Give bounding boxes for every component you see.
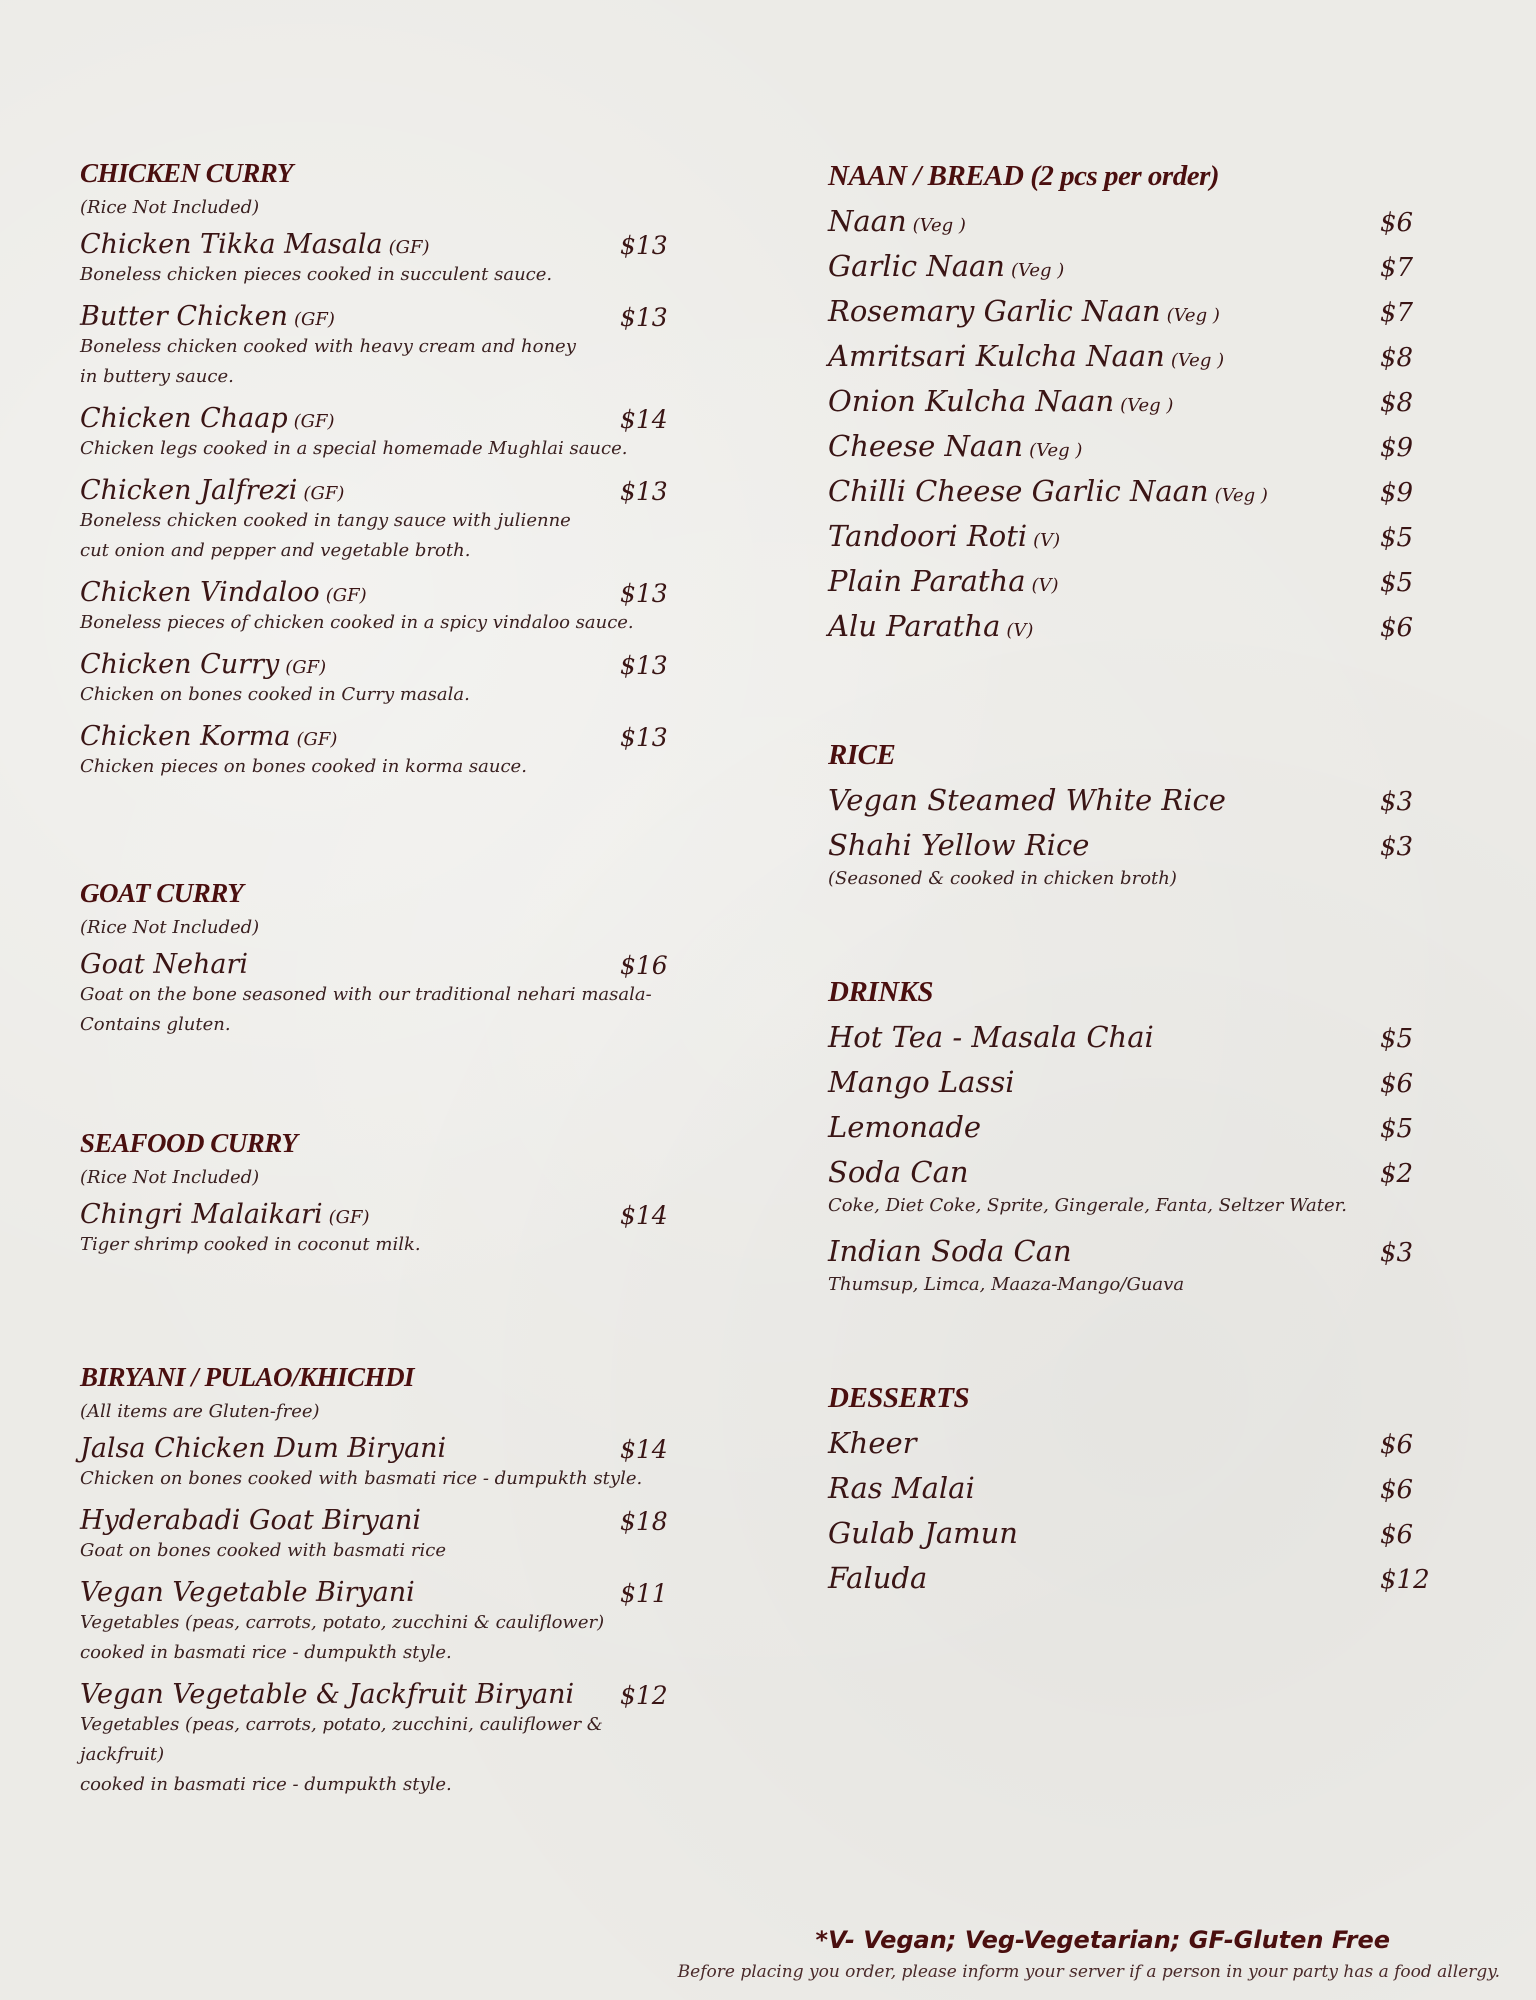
- item-price: $13: [620, 651, 668, 680]
- item-description: Coke, Diet Coke, Sprite, Gingerale, Fanta, Seltzer Water.: [828, 1195, 1347, 1216]
- item-name: Garlic Naan: [828, 249, 1005, 283]
- item-name: Onion Kulcha Naan: [828, 384, 1115, 418]
- item-description: Chicken legs cooked in a special homemade Mughlai sauce.: [80, 438, 628, 459]
- item-name: Chicken Curry: [80, 649, 280, 680]
- item-name: Jalsa Chicken Dum Biryani: [80, 1433, 447, 1464]
- menu-item: [80, 1500, 690, 1566]
- menu-item: [80, 224, 690, 290]
- item-price: $18: [620, 1507, 668, 1536]
- item-price: $6: [1380, 208, 1414, 238]
- menu-item: [828, 1144, 1468, 1223]
- item-price: $12: [1380, 1565, 1430, 1595]
- menu-item: [80, 296, 690, 392]
- section-title: DESSERTS: [828, 1382, 970, 1414]
- item-price: $6: [1380, 1069, 1414, 1099]
- menu-section: [828, 160, 1468, 643]
- menu-item: [80, 1572, 690, 1668]
- dietary-tag: (Veg ): [1166, 305, 1220, 326]
- item-name: Tandoori Roti: [828, 519, 1028, 553]
- item-price: $7: [1380, 298, 1414, 328]
- item-name: Rosemary Garlic Naan: [828, 294, 1161, 328]
- menu-item: [828, 1223, 1468, 1302]
- item-price: $5: [1380, 523, 1414, 553]
- menu-section: [828, 739, 1468, 896]
- item-name: Ras Malai: [828, 1471, 975, 1505]
- item-name: Vegan Steamed White Rice: [828, 783, 1226, 817]
- dietary-tag: (V): [1033, 530, 1061, 551]
- dietary-tag: (Veg ): [912, 215, 966, 236]
- menu-section: [80, 878, 690, 1040]
- item-name: Vegan Vegetable & Jackfruit Biryani: [80, 1679, 575, 1710]
- item-price: $6: [1380, 1520, 1414, 1550]
- item-name: Chingri Malaikari: [80, 1199, 323, 1230]
- item-price: $13: [620, 477, 668, 506]
- item-price: $5: [1380, 1024, 1414, 1054]
- menu-item: [80, 716, 690, 782]
- item-name: Chicken Tikka Masala: [80, 229, 383, 260]
- menu-item: [828, 1054, 1468, 1099]
- section-note: (Rice Not Included): [80, 917, 260, 938]
- menu-item: [828, 1415, 1468, 1460]
- item-description: Thumsup, Limca, Maaza-Mango/Guava: [828, 1274, 1185, 1295]
- item-name: Indian Soda Can: [828, 1234, 1072, 1268]
- item-name: Chicken Chaap: [80, 403, 288, 434]
- item-description: Chicken on bones cooked in Curry masala.: [80, 684, 470, 705]
- section-title: BIRYANI / PULAO/KHICHDI: [80, 1362, 415, 1392]
- dietary-tag: (Veg ): [1010, 260, 1065, 281]
- item-description: Boneless pieces of chicken cooked in a spicy vindaloo sauce.: [80, 612, 634, 633]
- item-description: (Seasoned & cooked in chicken broth): [828, 868, 1177, 889]
- item-price: $11: [620, 1579, 668, 1608]
- item-description: Vegetables (peas, carrots, potato, zucchini & cauliflower): [80, 1612, 605, 1633]
- menu-section: [80, 1362, 690, 1800]
- item-name: Butter Chicken: [80, 301, 288, 332]
- item-name: Chicken Korma: [80, 721, 291, 752]
- item-description: Chicken pieces on bones cooked in korma sauce.: [80, 756, 527, 777]
- menu-item: [828, 1505, 1468, 1550]
- menu-item: [828, 817, 1468, 896]
- menu-item: [828, 1460, 1468, 1505]
- item-description: Goat on the bone seasoned with our traditional nehari masala-: [80, 984, 652, 1005]
- item-description: Boneless chicken pieces cooked in succulent sauce.: [80, 264, 553, 285]
- menu-item: [80, 944, 690, 1040]
- menu-item: [828, 193, 1468, 238]
- dietary-tag: (Veg ): [1029, 440, 1083, 461]
- item-price: $16: [620, 951, 668, 980]
- item-name: Vegan Vegetable Biryani: [80, 1577, 415, 1608]
- item-description: Boneless chicken cooked with heavy cream and honey: [80, 336, 576, 357]
- dietary-tag: (V): [1031, 575, 1059, 596]
- menu-item: [80, 1194, 690, 1260]
- menu-item: [80, 398, 690, 464]
- menu-item: [80, 470, 690, 566]
- item-name: Shahi Yellow Rice: [828, 828, 1090, 862]
- menu-section: [80, 158, 690, 782]
- section-note: (Rice Not Included): [80, 1167, 260, 1188]
- section-title: CHICKEN CURRY: [80, 158, 293, 188]
- section-title: NAAN / BREAD (2 pcs per order): [828, 160, 1220, 192]
- item-description: Boneless chicken cooked in tangy sauce with julienne: [80, 510, 571, 531]
- item-price: $7: [1380, 253, 1414, 283]
- dietary-tag: (Veg ): [1120, 395, 1174, 416]
- menu-item: [80, 1428, 690, 1494]
- dietary-tag: (GF): [296, 729, 338, 750]
- section-title: GOAT CURRY: [80, 878, 244, 908]
- item-price: $5: [1380, 568, 1414, 598]
- left-column: [80, 158, 690, 1800]
- dietary-tag: (GF): [325, 585, 367, 606]
- dietary-tag: (GF): [293, 309, 335, 330]
- item-name: Gulab Jamun: [828, 1516, 1018, 1550]
- item-description: Goat on bones cooked with basmati rice: [80, 1540, 446, 1561]
- allergy-notice: Before placing you order, please inform your server if a person in your party has a food allergy.: [677, 1962, 1500, 1982]
- section-title: RICE: [828, 739, 896, 771]
- item-description: Chicken on bones cooked with basmati rice - dumpukth style.: [80, 1468, 643, 1489]
- menu-item: [80, 644, 690, 710]
- menu-item: [828, 1550, 1468, 1595]
- item-name: Amritsari Kulcha Naan: [828, 339, 1165, 373]
- item-price: $13: [620, 579, 668, 608]
- footer: [678, 1926, 1500, 1982]
- item-name: Chilli Cheese Garlic Naan: [828, 474, 1209, 508]
- item-price: $9: [1380, 433, 1414, 463]
- right-column: [828, 160, 1468, 1595]
- item-name: Alu Paratha: [828, 609, 1001, 643]
- item-name: Faluda: [828, 1561, 928, 1595]
- item-price: $3: [1380, 787, 1414, 817]
- dietary-tag: (GF): [328, 1207, 370, 1228]
- item-price: $6: [1380, 613, 1414, 643]
- item-price: $3: [1380, 832, 1414, 862]
- menu-item: [828, 598, 1468, 643]
- item-price: $2: [1380, 1159, 1414, 1189]
- dietary-tag: (GF): [303, 483, 345, 504]
- item-price: $13: [620, 723, 668, 752]
- item-price: $8: [1380, 388, 1414, 418]
- section-note: (All items are Gluten-free): [80, 1401, 320, 1422]
- item-description: Vegetables (peas, carrots, potato, zucchini, cauliflower & jackfruit): [80, 1714, 603, 1765]
- item-name: Mango Lassi: [828, 1065, 1015, 1099]
- item-price: $14: [620, 1435, 668, 1464]
- item-price: $6: [1380, 1430, 1414, 1460]
- menu-section: [828, 1382, 1468, 1595]
- dietary-tag: (V): [1006, 620, 1034, 641]
- item-description: Contains gluten.: [80, 1014, 231, 1035]
- menu-item: [828, 508, 1468, 553]
- menu-item: [828, 1009, 1468, 1054]
- dietary-legend: *V- Vegan; Veg-Vegetarian; GF-Gluten Free: [815, 1926, 1390, 1954]
- menu-item: [828, 463, 1468, 508]
- menu-item: [80, 1674, 690, 1800]
- item-name: Chicken Vindaloo: [80, 577, 320, 608]
- section-title: SEAFOOD CURRY: [80, 1128, 298, 1158]
- dietary-tag: (GF): [285, 657, 327, 678]
- item-price: $5: [1380, 1114, 1414, 1144]
- menu-item: [828, 328, 1468, 373]
- menu-item: [828, 553, 1468, 598]
- item-description: cut onion and pepper and vegetable broth.: [80, 540, 471, 561]
- item-name: Naan: [828, 204, 907, 238]
- item-price: $13: [620, 231, 668, 260]
- item-description: Tiger shrimp cooked in coconut milk.: [80, 1234, 421, 1255]
- dietary-tag: (Veg ): [1214, 485, 1268, 506]
- dietary-tag: (Veg ): [1170, 350, 1225, 371]
- item-name: Kheer: [828, 1426, 917, 1460]
- item-price: $13: [620, 303, 668, 332]
- item-name: Chicken Jalfrezi: [80, 475, 298, 506]
- menu-item: [828, 1099, 1468, 1144]
- dietary-tag: (GF): [293, 411, 335, 432]
- item-name: Goat Nehari: [80, 949, 248, 980]
- item-price: $14: [620, 405, 668, 434]
- item-price: $9: [1380, 478, 1414, 508]
- section-note: (Rice Not Included): [80, 197, 260, 218]
- item-price: $6: [1380, 1475, 1414, 1505]
- item-name: Plain Paratha: [828, 564, 1026, 598]
- menu-item: [80, 572, 690, 638]
- menu-item: [828, 373, 1468, 418]
- menu-item: [828, 418, 1468, 463]
- dietary-tag: (GF): [388, 237, 430, 258]
- item-name: Hyderabadi Goat Biryani: [80, 1505, 422, 1536]
- item-price: $8: [1380, 343, 1414, 373]
- menu-item: [828, 283, 1468, 328]
- item-description: in buttery sauce.: [80, 366, 234, 387]
- item-name: Lemonade: [828, 1110, 982, 1144]
- item-price: $3: [1380, 1238, 1414, 1268]
- item-description: cooked in basmati rice - dumpukth style.: [80, 1642, 452, 1663]
- item-price: $14: [620, 1201, 668, 1230]
- item-name: Soda Can: [828, 1155, 969, 1189]
- section-title: DRINKS: [828, 976, 933, 1008]
- menu-section: [80, 1128, 690, 1260]
- item-price: $12: [620, 1681, 668, 1710]
- item-description: cooked in basmati rice - dumpukth style.: [80, 1774, 452, 1795]
- menu-section: [828, 976, 1468, 1302]
- item-name: Hot Tea - Masala Chai: [828, 1020, 1154, 1054]
- menu-item: [828, 772, 1468, 817]
- menu-item: [828, 238, 1468, 283]
- item-name: Cheese Naan: [828, 429, 1024, 463]
